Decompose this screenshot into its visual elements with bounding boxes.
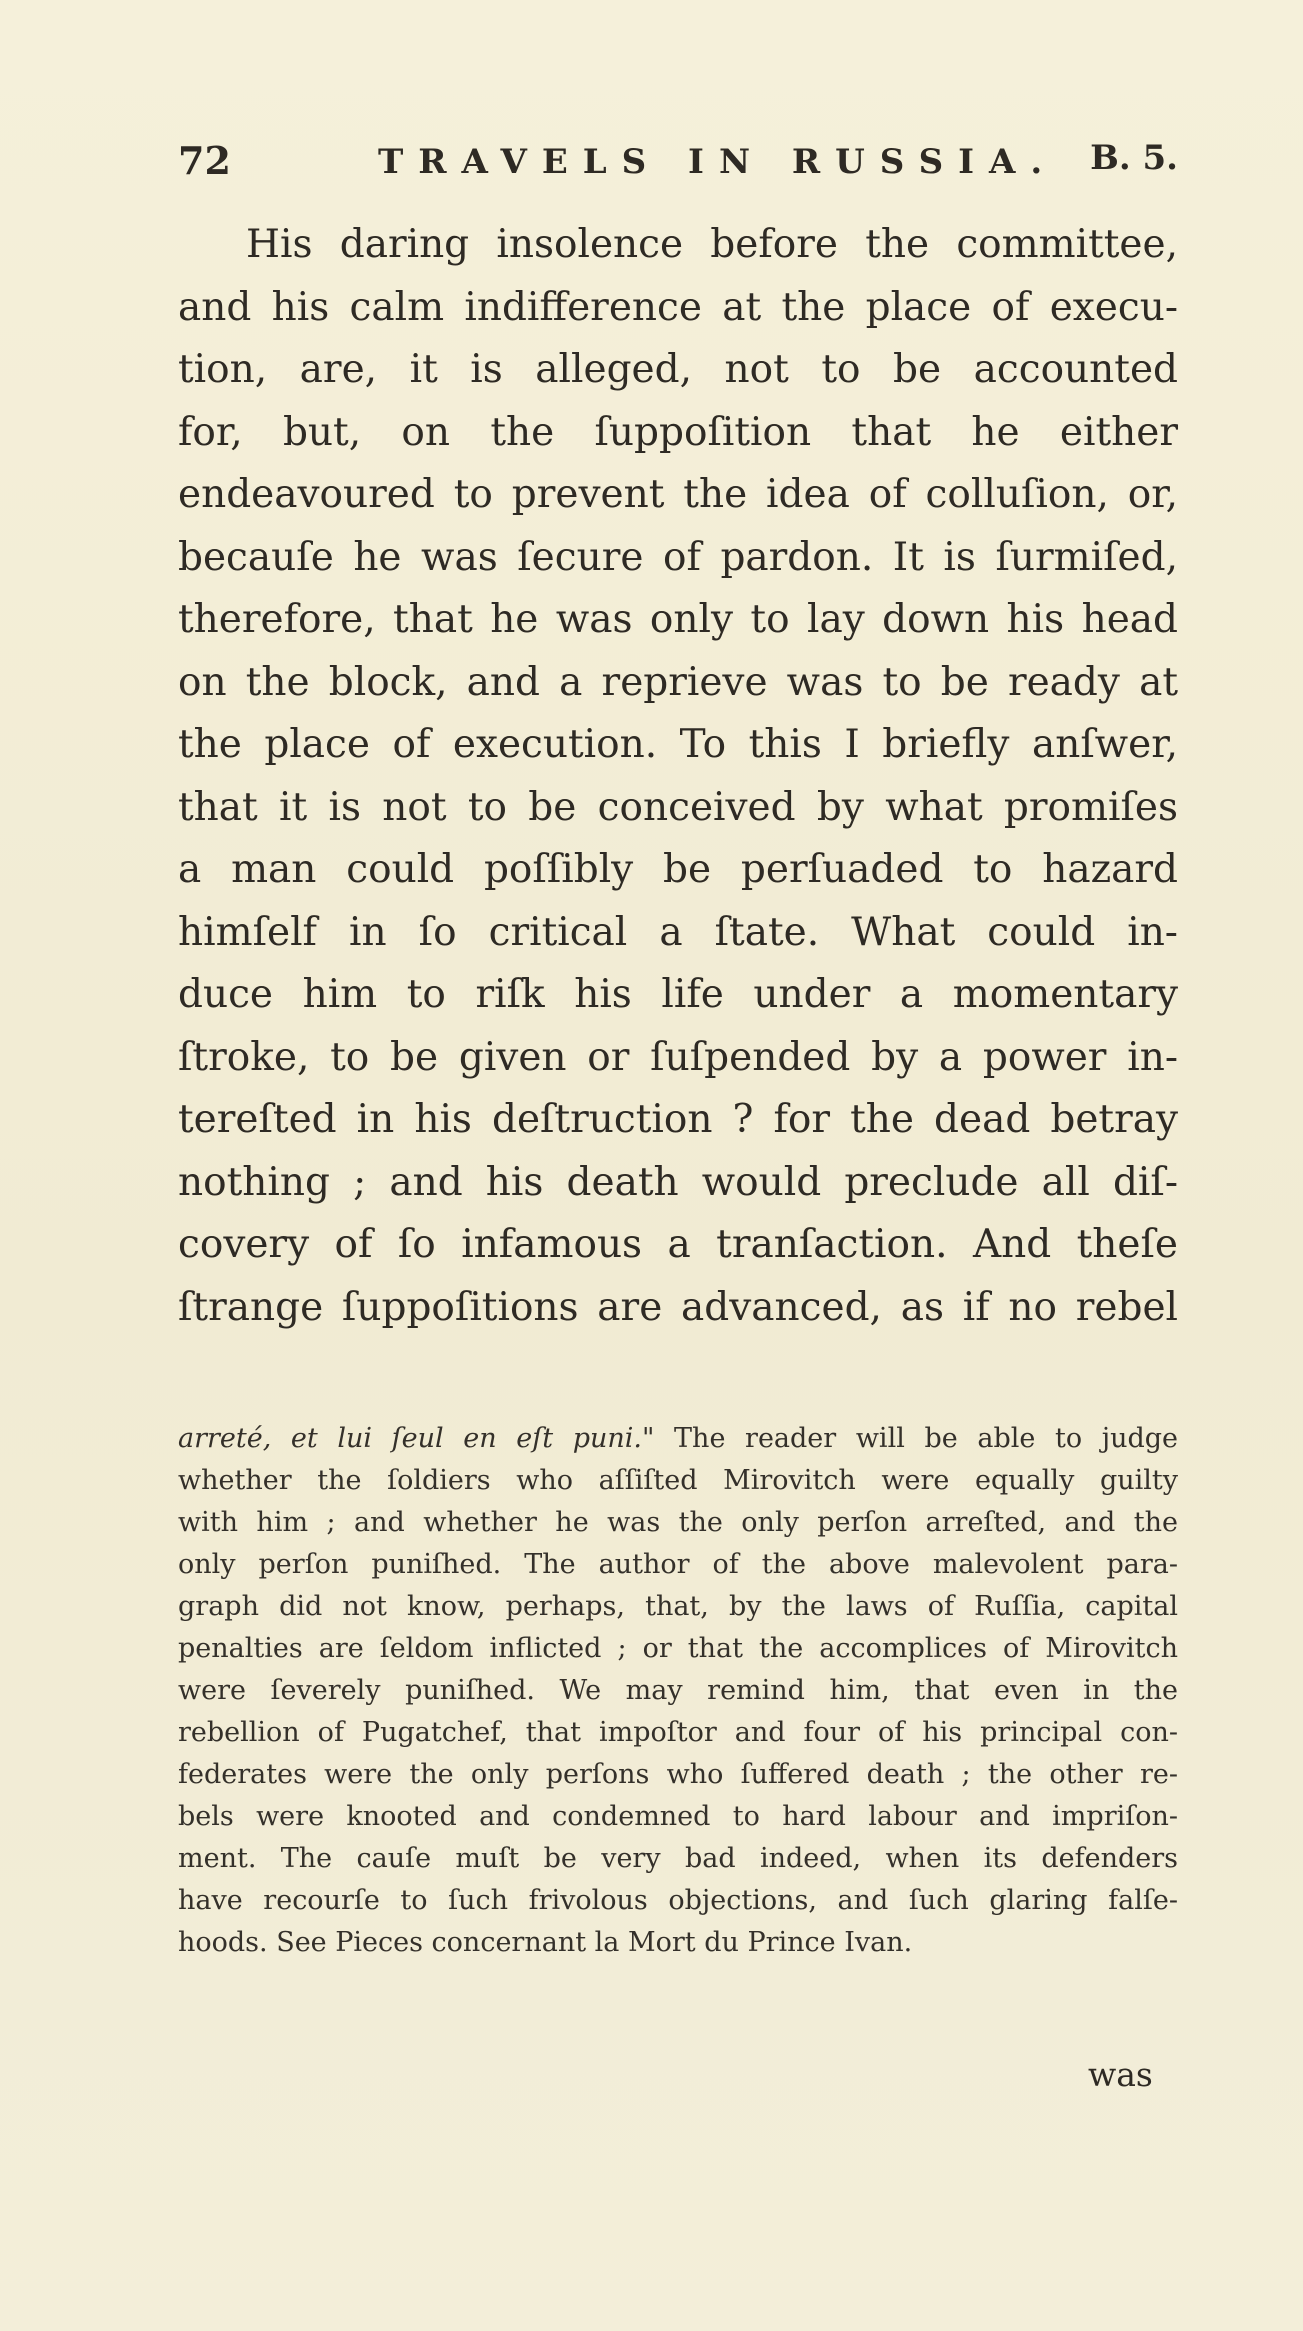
footnote-line: have recourſe to ſuch frivolous objections, and ſuch glaring falſe- [178, 1885, 1178, 1916]
text-line: covery of ſo infamous a tranſaction. And theſe [178, 1222, 1178, 1267]
text-line: the place of execution. To this I briefly anſwer, [178, 722, 1178, 767]
text-line: tion, are, it is alleged, not to be accounted [178, 347, 1178, 392]
text-line: for, but, on the ſuppoſition that he either [178, 409, 1178, 455]
footnote-line-rest: The reader will be able to judge [654, 1423, 1178, 1454]
text-line: duce him to riſk his life under a momentary [178, 972, 1178, 1017]
footnote-line: federates were the only perſons who ſuffered death ; the other re- [178, 1759, 1178, 1790]
footnote-italic-prefix: arreté, et lui ſeul en eſt puni." [178, 1423, 655, 1454]
text-line: endeavoured to prevent the idea of colluſion, or, [178, 472, 1178, 517]
text-line: tereſted in his deſtruction ? for the dead betray [178, 1097, 1178, 1142]
text-line: that it is not to be conceived by what promiſes [178, 784, 1178, 830]
running-title: TRAVELS IN RUSSIA. [378, 142, 1058, 182]
text-line: His daring insolence before the committee, [246, 222, 1178, 267]
footnote-line: bels were knooted and condemned to hard labour and impriſon- [178, 1801, 1178, 1832]
footnote-line: with him ; and whether he was the only perſon arreſted, and the [178, 1507, 1178, 1538]
running-header [178, 138, 1178, 198]
footnote-line [178, 1418, 1178, 1460]
text-line: and his calm indifference at the place of execu- [178, 284, 1178, 330]
catchword: was [1088, 2055, 1153, 2094]
footnote [178, 1418, 1178, 1964]
text-line: ſtroke, to be given or ſuſpended by a power in- [178, 1034, 1178, 1080]
text-line: becauſe he was ſecure of pardon. It is ſurmiſed, [178, 534, 1178, 580]
footnote-line: ment. The cauſe muſt be very bad indeed, when its defenders [178, 1843, 1178, 1874]
text-line: himſelf in ſo critical a ſtate. What could in- [178, 909, 1178, 955]
main-text [178, 214, 1178, 1339]
footnote-line: were ſeverely puniſhed. We may remind him, that even in the [178, 1675, 1178, 1706]
page-number: 72 [178, 138, 231, 183]
footnote-line: only perſon puniſhed. The author of the above malevolent para- [178, 1549, 1178, 1580]
text-line: a man could poſſibly be perſuaded to hazard [178, 847, 1178, 892]
footnote-line: graph did not know, perhaps, that, by the laws of Ruſſia, capital [178, 1591, 1178, 1622]
text-line: nothing ; and his death would preclude all diſ- [178, 1159, 1178, 1205]
text-line: ſtrange ſuppoſitions are advanced, as if no rebel [178, 1284, 1178, 1330]
text-line: therefore, that he was only to lay down his head [178, 597, 1178, 642]
footnote-line: whether the ſoldiers who aſſiſted Mirovitch were equally guilty [178, 1465, 1178, 1496]
book-number: B. 5. [1090, 138, 1178, 178]
footnote-line: rebellion of Pugatchef, that impoſtor and four of his principal con- [178, 1717, 1178, 1748]
footnote-line: penalties are ſeldom inflicted ; or that the accomplices of Mirovitch [178, 1633, 1178, 1664]
text-line: on the block, and a reprieve was to be ready at [178, 659, 1178, 705]
footnote-line: hoods. See Pieces concernant la Mort du Prince Ivan. [178, 1927, 913, 1958]
